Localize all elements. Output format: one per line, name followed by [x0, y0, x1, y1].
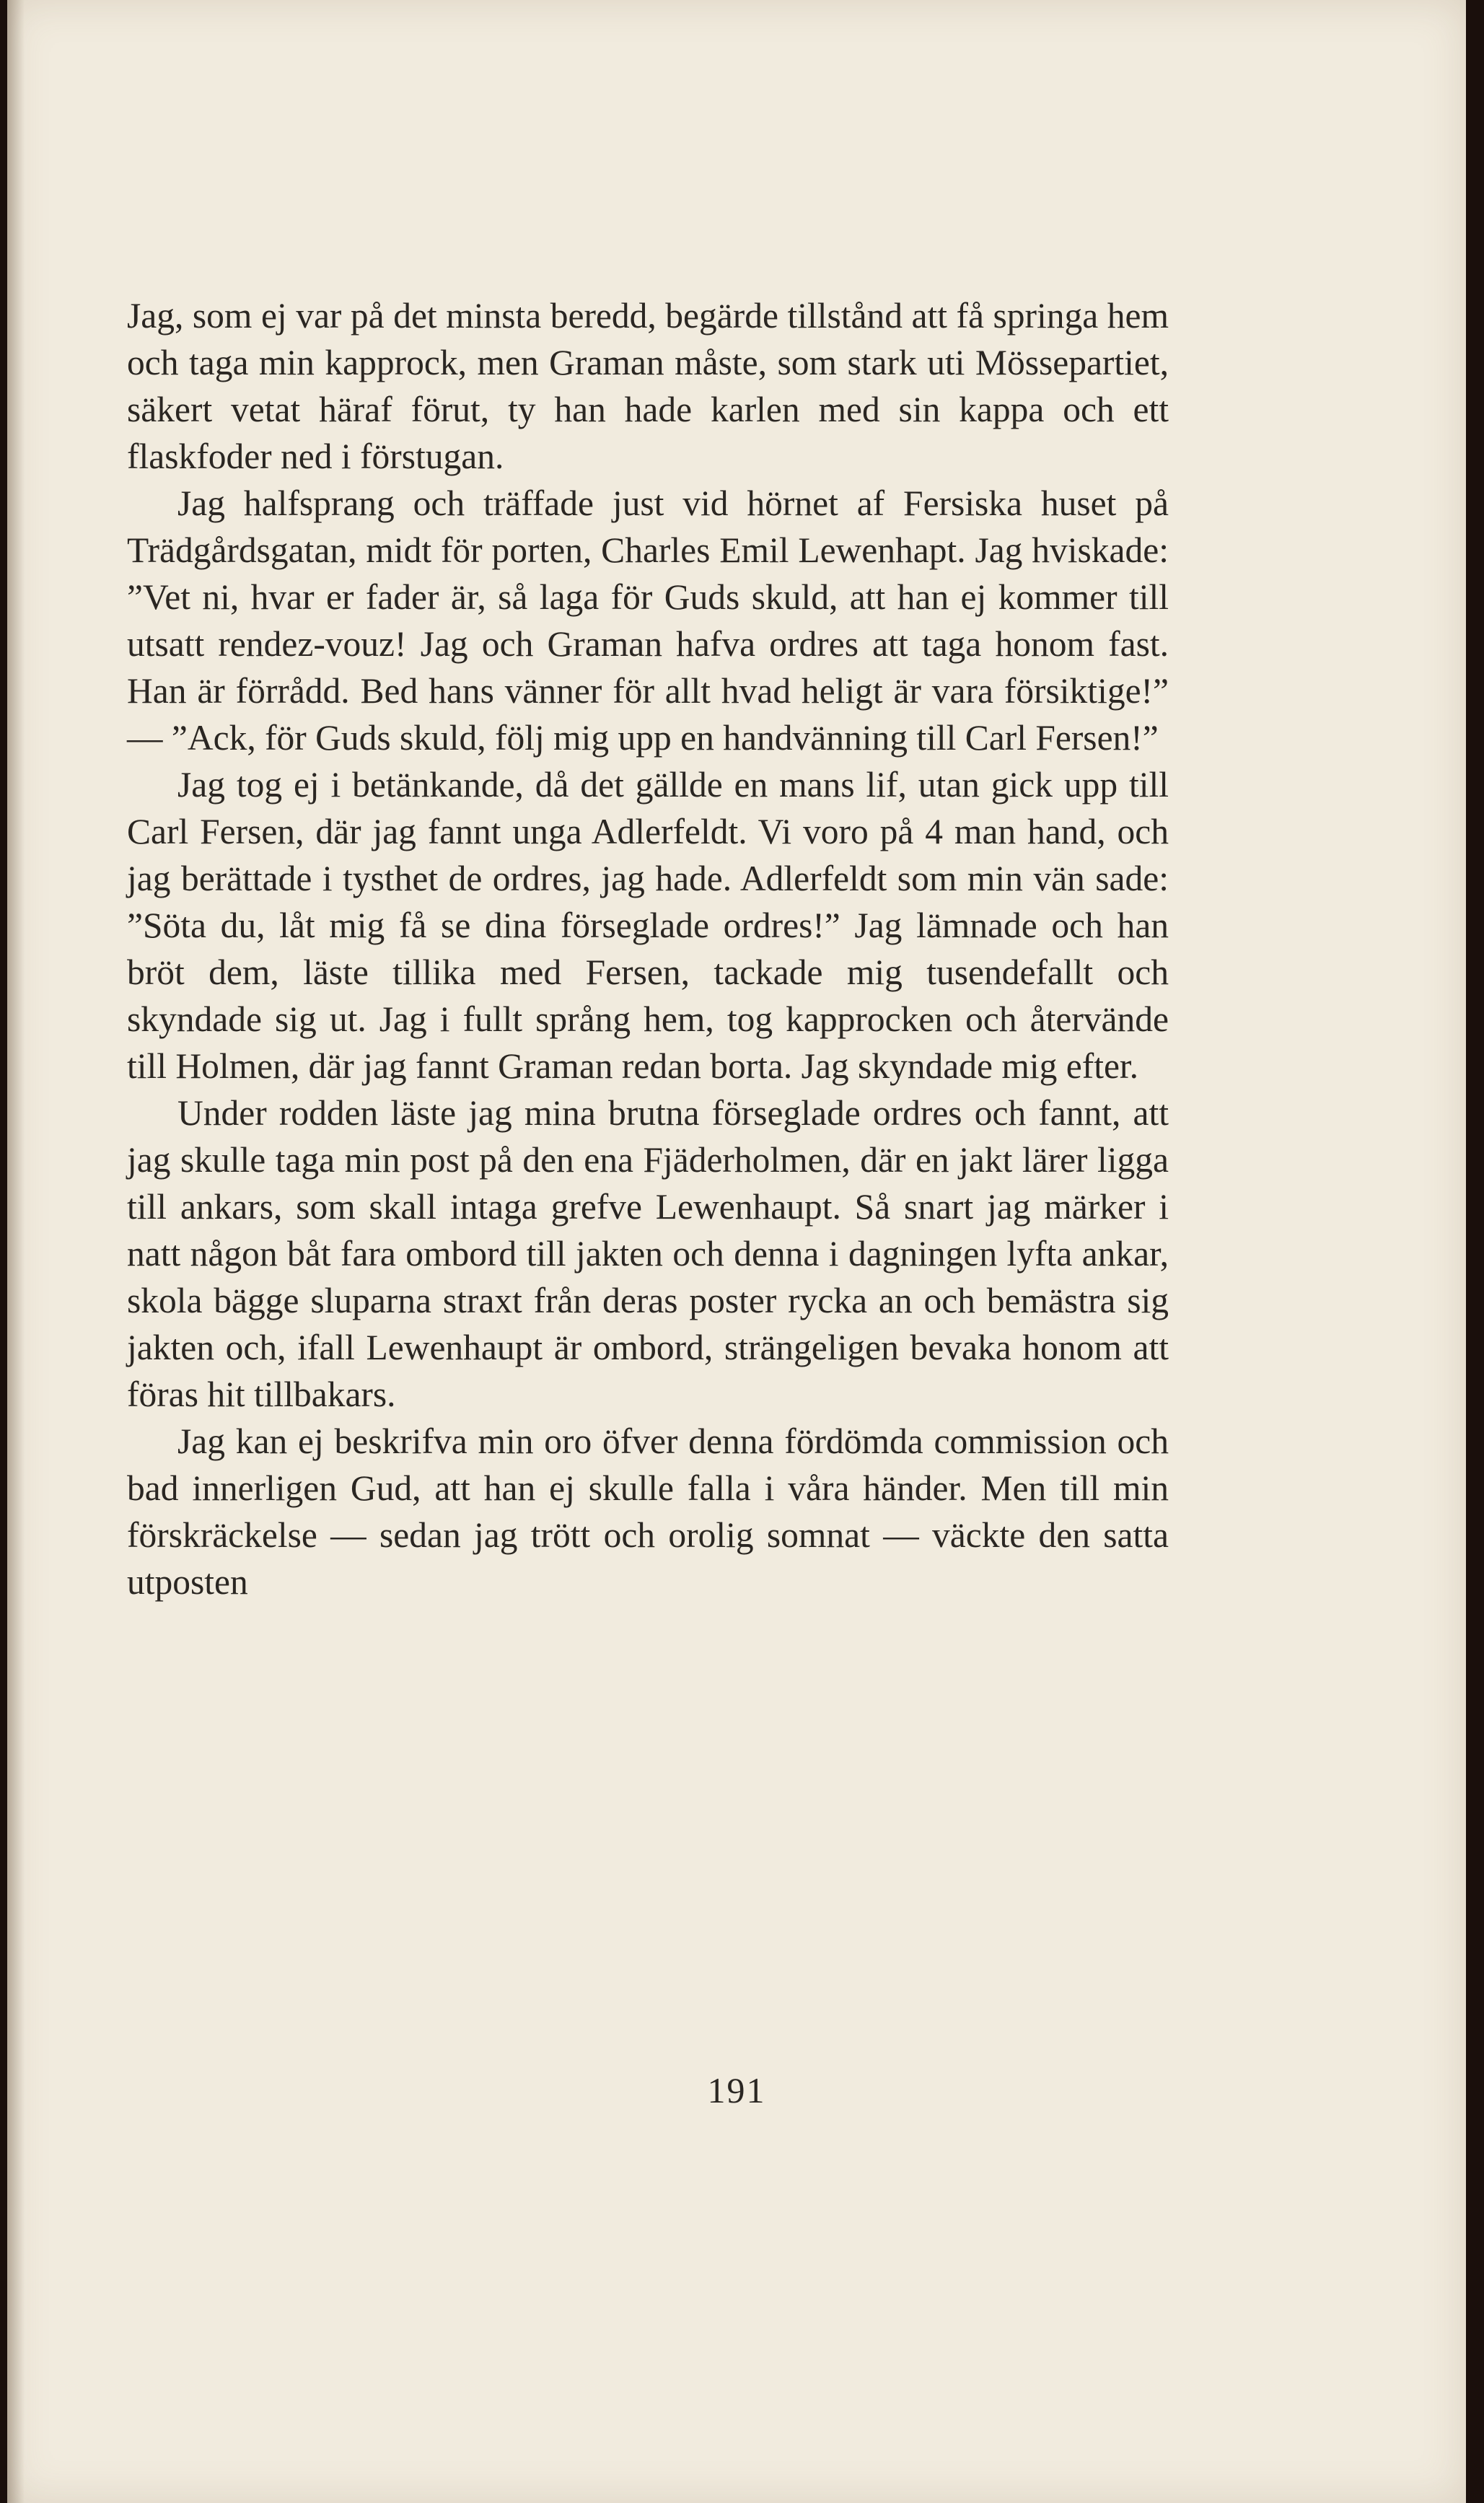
- paragraph-5: Jag kan ej beskrifva min oro öfver denna fördömda commission och bad innerligen Gud, att han ej skulle falla i våra händer. Men till min förskräckelse — sedan jag trött och orolig somnat — väckte den satta utposten: [127, 1421, 1169, 1602]
- body-text: [127, 292, 1169, 1605]
- paragraph-4: Under rodden läste jag mina brutna förseglade ordres och fannt, att jag skulle taga min post på den ena Fjäderholmen, där en jakt lärer ligga till ankars, som skall intaga grefve Lewenhaupt. Så snart jag märker i natt någon båt fara ombord till jakten och denna i dagningen lyfta ankar, skola bägge sluparna straxt från deras poster rycka an och bemästra sig jakten och, ifall Lewenhaupt är ombord, strängeligen bevaka honom att föras hit tillbakars.: [127, 1093, 1169, 1414]
- page-number: 191: [707, 2070, 766, 2110]
- paragraph-3: Jag tog ej i betänkande, då det gällde en mans lif, utan gick upp till Carl Fersen, där jag fannt unga Adlerfeldt. Vi voro på 4 man hand, och jag berättade i tysthet de ordres, jag hade. Adlerfeldt som min vän sade: ”Söta du, låt mig få se dina förseglade ordres!” Jag lämnade och han bröt dem, läste tillika med Fersen, tackade mig tusendefallt och skyndade sig ut. Jag i fullt språng hem, tog kapprocken och återvände till Holmen, där jag fannt Graman redan borta. Jag skyndade mig efter.: [127, 765, 1169, 1086]
- paragraph-1: Jag, som ej var på det minsta beredd, begärde tillstånd att få springa hem och taga min kapprock, men Graman måste, som stark uti Mössepartiet, säkert vetat häraf förut, ty han hade karlen med sin kappa och ett flaskfoder ned i förstugan.: [127, 296, 1169, 476]
- paragraph-2: Jag halfsprang och träffade just vid hörnet af Fersiska huset på Trädgårdsgatan, midt för porten, Charles Emil Lewenhapt. Jag hviskade: ”Vet ni, hvar er fader är, så laga för Guds skuld, att han ej kommer till utsatt rendez-vouz! Jag och Graman hafva ordres att taga honom fast. Han är förrådd. Bed hans vänner för allt hvad heligt är vara försiktige!” — ”Ack, för Guds skuld, följ mig upp en handvänning till Carl Fersen!”: [127, 483, 1169, 758]
- page-paper: [7, 0, 1466, 2503]
